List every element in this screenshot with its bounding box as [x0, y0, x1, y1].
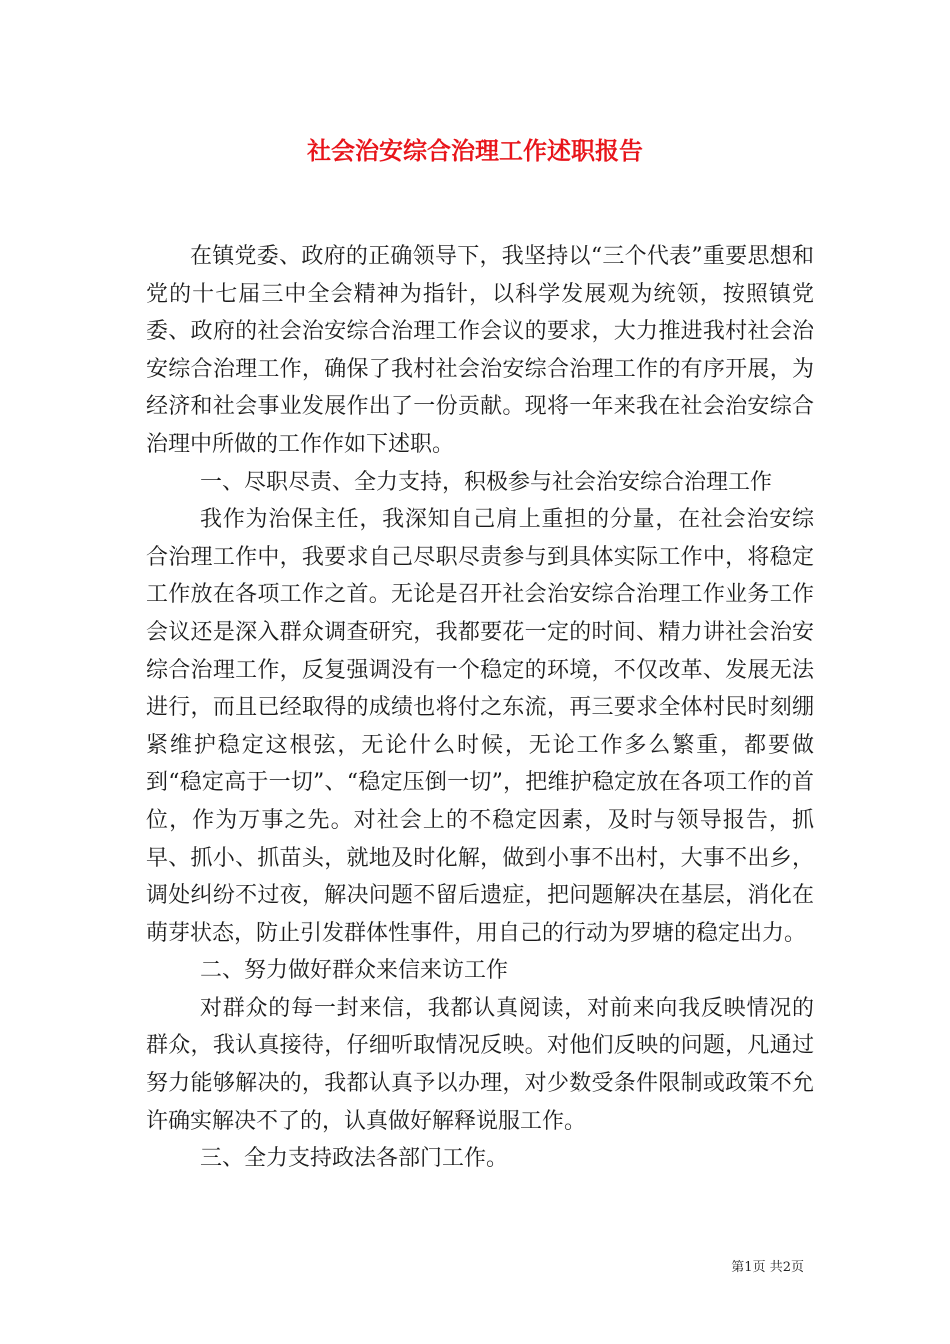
page-middle: 页 共	[752, 1260, 783, 1275]
document-body	[146, 238, 814, 1178]
section-heading-3: 三、全力支持政法各部门工作。	[200, 1146, 509, 1172]
paragraph-section-2: 对群众的每一封来信，我都认真阅读，对前来向我反映情况的群众，我认真接待，仔细听取情况反映。对他们反映的问题，凡通过努力能够解决的，我都认真予以办理，对少数受条件限制或政策不允许确实解决不了的，认真做好解释说服工作。	[146, 995, 814, 1134]
paragraph-intro: 在镇党委、政府的正确领导下，我坚持以“三个代表”重要思想和党的十七届三中全会精神为指针，以科学发展观为统领，按照镇党委、政府的社会治安综合治理工作会议的要求，大力推进我村社会治安综合治理工作，确保了我村社会治安综合治理工作的有序开展，为经济和社会事业发展作出了一份贡献。现将一年来我在社会治安综合治理中所做的工作作如下述职。	[146, 244, 814, 457]
page-number-footer	[731, 1256, 804, 1275]
document-title: 社会治安综合治理工作述职报告	[307, 136, 643, 165]
current-page-number: 1	[744, 1260, 753, 1275]
total-page-number: 2	[782, 1260, 791, 1275]
paragraph-section-1: 我作为治保主任，我深知自己肩上重担的分量，在社会治安综合治理工作中，我要求自己尽职尽责参与到具体实际工作中，将稳定工作放在各项工作之首。无论是召开社会治安综合治理工作业务工作会议还是深入群众调查研究，我都要花一定的时间、精力讲社会治安综合治理工作，反复强调没有一个稳定的环境，不仅改革、发展无法进行，而且已经取得的成绩也将付之东流，再三要求全体村民时刻绷紧维护稳定这根弦，无论什么时候，无论工作多么繁重，都要做到“稳定高于一切”、“稳定压倒一切”，把维护稳定放在各项工作的首位，作为万事之先。对社会上的不稳定因素，及时与领导报告，抓早、抓小、抓苗头，就地及时化解，做到小事不出村，大事不出乡，调处纠纷不过夜，解决问题不留后遗症，把问题解决在基层，消化在萌芽状态，防止引发群体性事件，用自己的行动为罗塘的稳定出力。	[146, 507, 814, 946]
section-heading-1: 一、尽职尽责、全力支持，积极参与社会治安综合治理工作	[200, 469, 773, 495]
page-suffix: 页	[790, 1260, 804, 1275]
page-prefix: 第	[731, 1260, 745, 1275]
section-heading-2: 二、努力做好群众来信来访工作	[200, 958, 509, 984]
